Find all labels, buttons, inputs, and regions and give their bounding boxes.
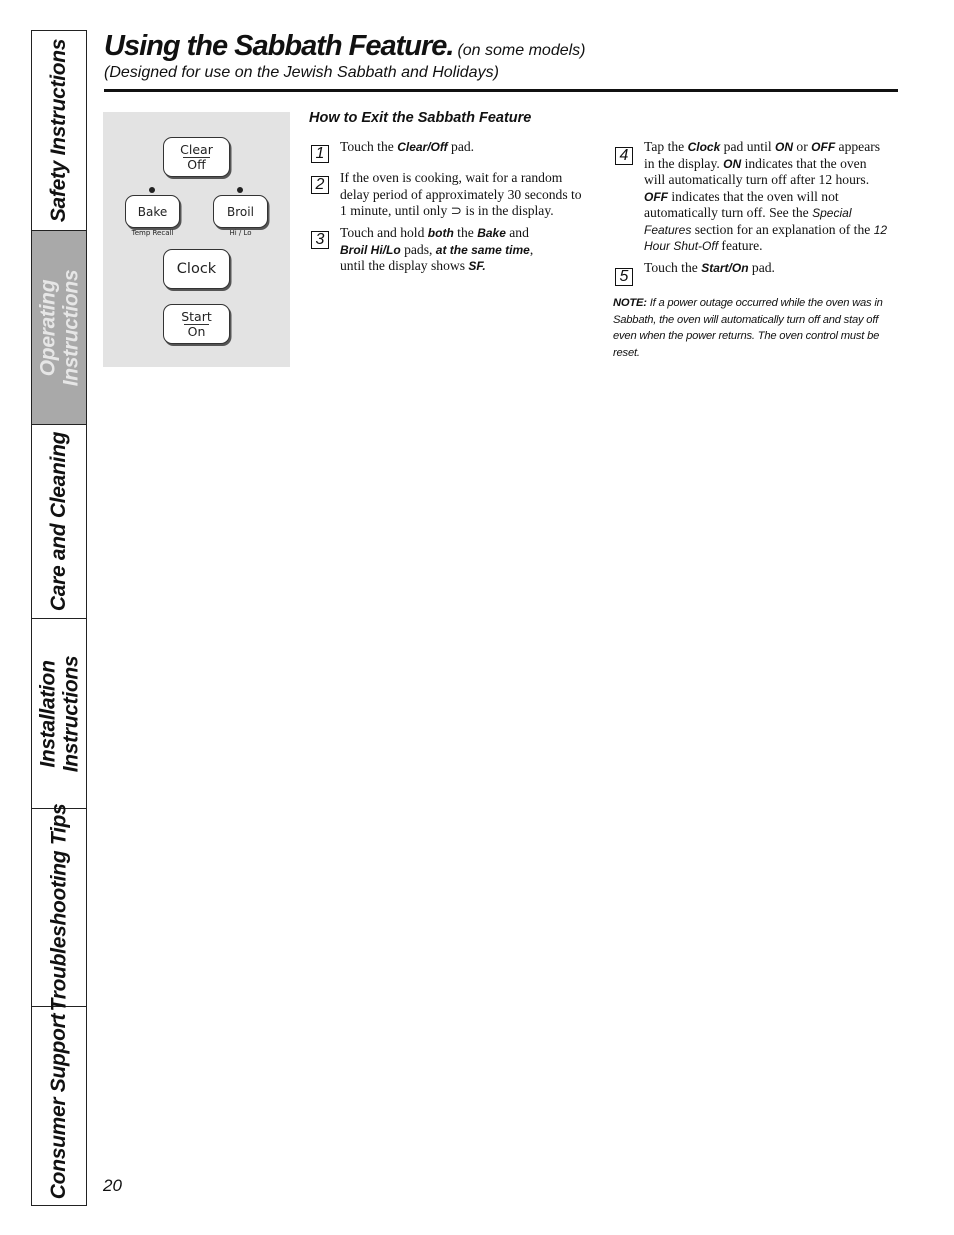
- tab-troubleshooting-tips[interactable]: [32, 803, 86, 1012]
- section-heading: How to Exit the Sabbath Feature: [309, 110, 532, 126]
- step-text: Touch and hold both the Bake and Broil Hi/Lo pads, at the same time, until the display shows SF.: [340, 225, 534, 273]
- tab-label: Consumer Support: [47, 1013, 71, 1199]
- tab-label: Operating Instructions: [36, 269, 83, 386]
- step-text: Tap the Clock pad until ON or OFF appears in the display. ON indicates that the oven will automatically turn off after 12 hours. OFF indicates that the oven will not automatically turn off. See the Special Features section for an explanation of the 12 Hour Shut-Off feature.: [644, 139, 888, 253]
- tab-operating-instructions[interactable]: [32, 231, 86, 425]
- bake-caption: Temp Recall: [131, 229, 174, 237]
- note-text: NOTE: If a power outage occurred while the oven was in Sabbath, the oven will automatically turn off and stay off even when the power returns. The oven control must be reset.: [613, 297, 883, 359]
- title-note: (on some models): [457, 42, 586, 59]
- tab-installation-instructions[interactable]: [32, 619, 86, 809]
- page-subtitle: (Designed for use on the Jewish Sabbath and Holidays): [104, 64, 499, 81]
- clear-off-pad: Clear Off: [163, 137, 230, 177]
- tab-consumer-support[interactable]: [32, 1007, 86, 1205]
- step-text: If the oven is cooking, wait for a random delay period of approximately 30 seconds to 1 minute, until only ⊃ is in the display.: [340, 170, 582, 218]
- tab-label: Care and Cleaning: [47, 431, 71, 612]
- page-title: Using the Sabbath Feature. (on some models): [104, 30, 586, 62]
- page-header: [104, 30, 898, 92]
- control-panel-illustration: [103, 112, 290, 367]
- clock-pad: Clock: [163, 249, 230, 289]
- step-number: 4: [615, 147, 633, 165]
- tab-label: Installation Instructions: [36, 655, 83, 772]
- step-number: 5: [615, 268, 633, 286]
- broil-indicator-light: [237, 187, 243, 193]
- bake-indicator-light: [149, 187, 155, 193]
- start-on-pad: Start On: [163, 304, 230, 344]
- step-text: Touch the Clear/Off pad.: [340, 139, 475, 154]
- page-number: 20: [103, 1176, 122, 1195]
- step-text: Touch the Start/On pad.: [644, 260, 775, 275]
- tab-label: Safety Instructions: [47, 38, 71, 223]
- tab-care-and-cleaning[interactable]: [32, 425, 86, 619]
- broil-caption: Hi / Lo: [229, 229, 252, 237]
- step-number: 1: [311, 145, 329, 163]
- broil-pad: Broil: [213, 195, 268, 228]
- tab-safety-instructions[interactable]: [32, 31, 86, 231]
- bake-pad: Bake: [125, 195, 180, 228]
- step-number: 3: [311, 231, 329, 249]
- section-tabs: [31, 30, 87, 1206]
- step-number: 2: [311, 176, 329, 194]
- tab-label: Troubleshooting Tips: [47, 803, 71, 1012]
